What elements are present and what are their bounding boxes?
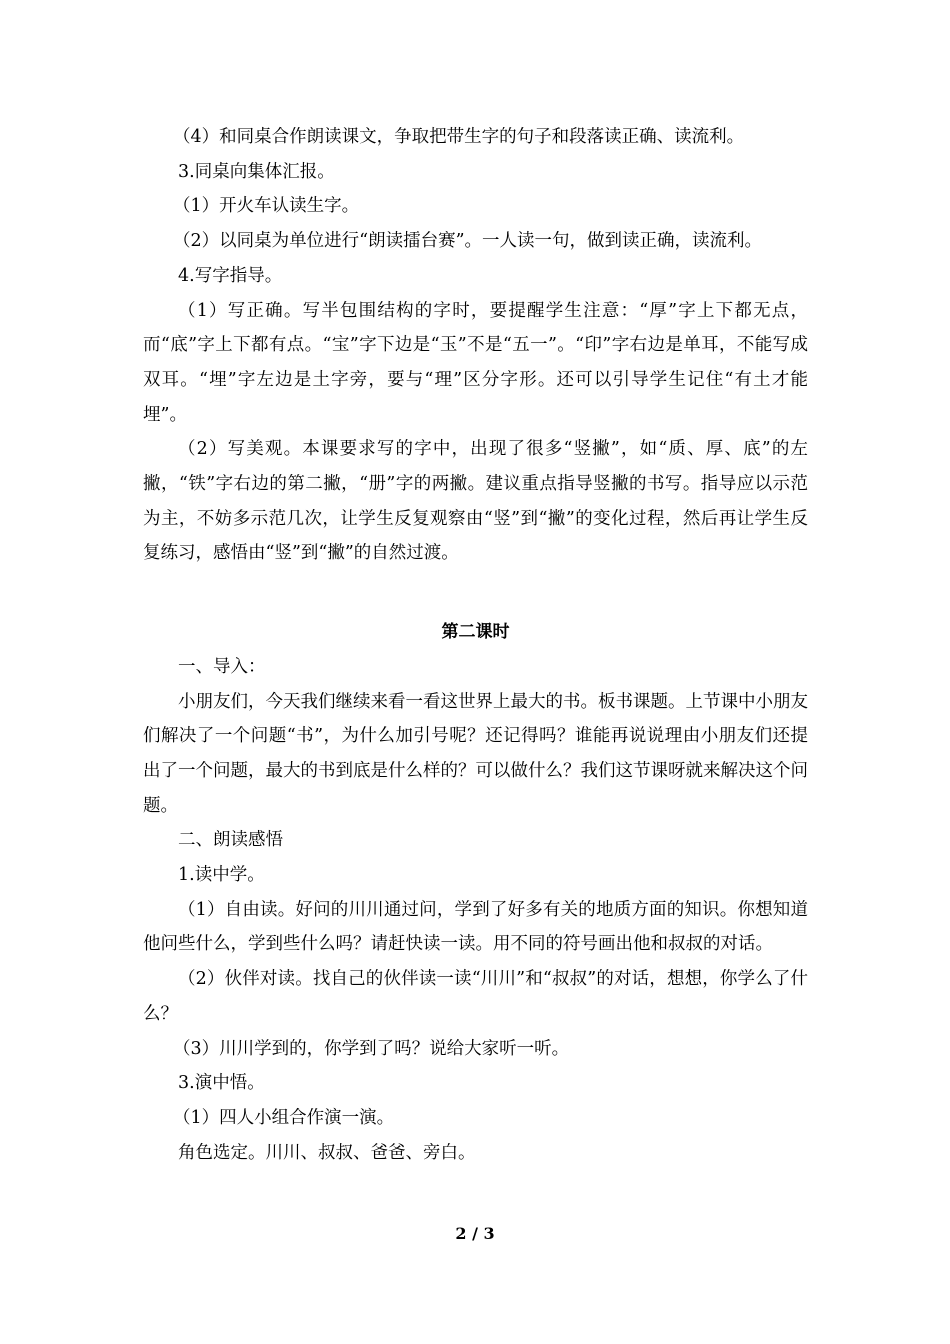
section-spacer <box>143 571 808 615</box>
document-body <box>143 120 808 1170</box>
paragraph: （2）伙伴对读。找自己的伙伴读一读“川川”和“叔叔”的对话，想想，你学么了什么？ <box>143 969 808 1024</box>
paragraph: （1）写正确。写半包围结构的字时，要提醒学生注意：“厚”字上下都无点，而“底”字上下都有点。“宝”字下边是“玉”不是“五一”。“印”字右边是单耳，不能写成双耳。“埋”字左边是土字旁，要与“理”区分字形。还可以引导学生记住“有土才能埋”。 <box>143 300 808 425</box>
paragraph: （3）川川学到的，你学到了吗？说给大家听一听。 <box>173 1038 570 1059</box>
paragraph: （4）和同桌合作朗读课文，争取把带生字的句子和段落读正确、读流利。 <box>173 127 745 147</box>
paragraph: 4.写字指导。 <box>178 265 283 286</box>
paragraph: （1）开火车认读生字。 <box>173 196 360 217</box>
paragraph: 1.读中学。 <box>178 865 265 886</box>
paragraph: 一、导入： <box>178 656 266 677</box>
section-heading: 第二课时 <box>441 622 510 643</box>
paragraph: （1）四人小组合作演一演。 <box>173 1107 395 1128</box>
paragraph: 小朋友们，今天我们继续来看一看这世界上最大的书。板书课题。上节课中小朋友们解决了一个问题“书”，为什么加引号呢？还记得吗？谁能再说说理由小朋友们还提出了一个问题，最大的书到底是什么样的？可以做什么？我们这节课呀就来解决这个问题。 <box>143 691 808 816</box>
paragraph: 二、朗读感悟 <box>178 830 283 851</box>
paragraph: （2）以同桌为单位进行“朗读擂台赛”。一人读一句，做到读正确，读流利。 <box>173 231 763 252</box>
paragraph: 3.同桌向集体汇报。 <box>178 161 335 182</box>
paragraph: （2）写美观。本课要求写的字中，出现了很多“竖撇”，如“质、厚、底”的左撇，“铁”字右边的第二撇，“册”字的两撇。建议重点指导竖撇的书写。指导应以示范为主，不妨多示范几次，让学生反复观察由“竖”到“撇”的变化过程，然后再让学生反复练习，感悟由“竖”到“撇”的自然过渡。 <box>143 439 808 564</box>
paragraph: 3.演中悟。 <box>178 1073 265 1094</box>
paragraph: 角色选定。川川、叔叔、爸爸、旁白。 <box>178 1142 476 1163</box>
paragraph: （1）自由读。好问的川川通过问，学到了好多有关的地质方面的知识。你想知道他问些什么，学到些什么吗？请赶快读一读。用不同的符号画出他和叔叔的对话。 <box>143 899 808 955</box>
page-number: 2 / 3 <box>455 1224 495 1243</box>
